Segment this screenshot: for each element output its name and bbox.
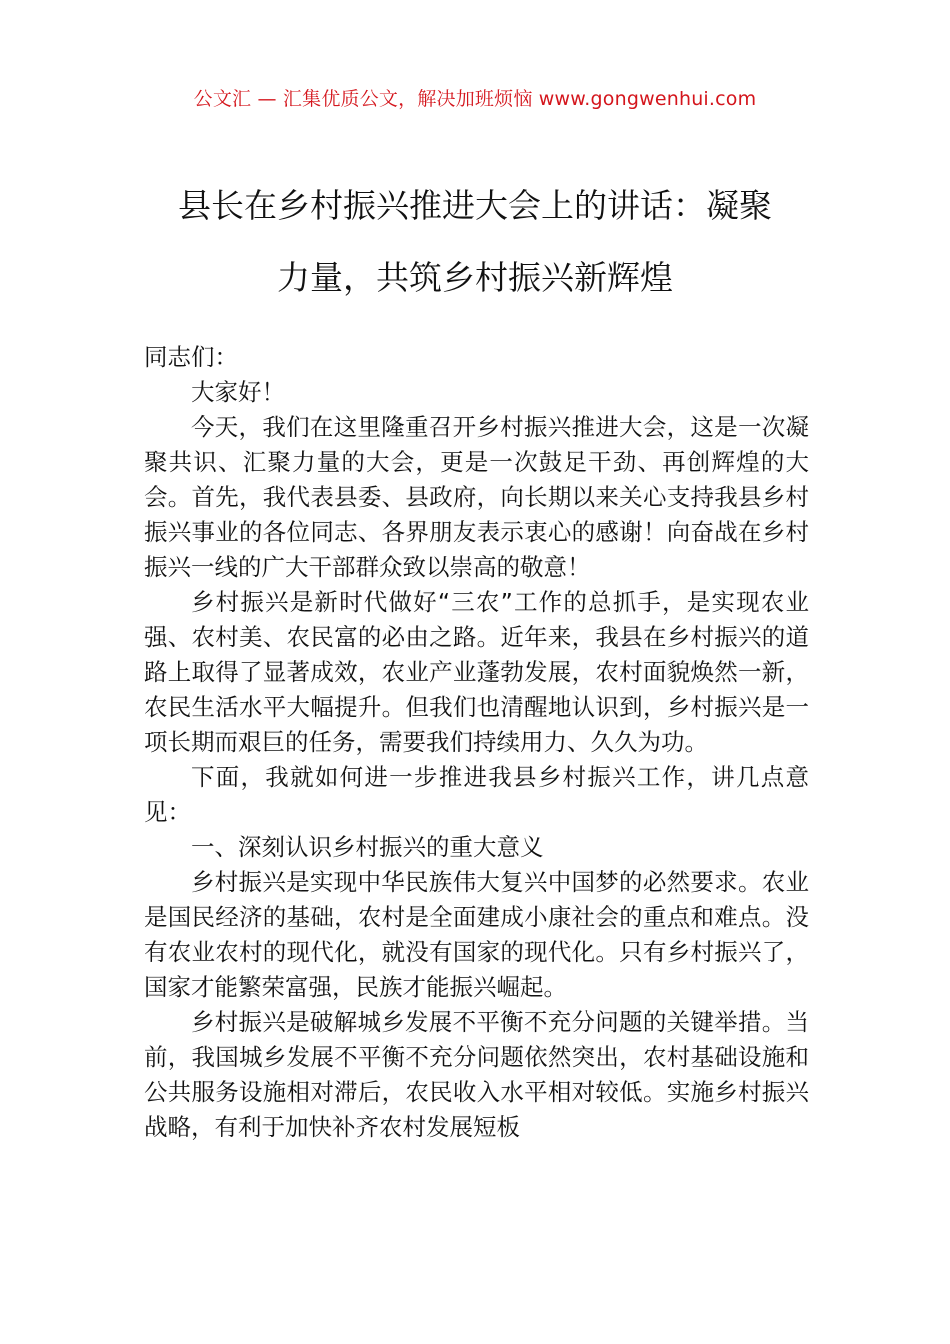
document-title (110, 170, 840, 314)
paragraph: 乡村振兴是破解城乡发展不平衡不充分问题的关键举措。当前，我国城乡发展不平衡不充分问题依然突出，农村基础设施和公共服务设施相对滞后，农民收入水平相对较低。实施乡村振兴战略，有利于加快补齐农村发展短板 (144, 1008, 809, 1141)
paragraph: 乡村振兴是实现中华民族伟大复兴中国梦的必然要求。农业是国民经济的基础，农村是全面建成小康社会的重点和难点。没有农业农村的现代化，就没有国家的现代化。只有乡村振兴了，国家才能繁荣富强，民族才能振兴崛起。 (144, 868, 809, 1001)
salutation: 同志们： (144, 343, 238, 371)
section-heading: 一、深刻认识乡村振兴的重大意义 (191, 833, 544, 861)
title-line-2: 力量，共筑乡村振兴新辉煌 (277, 258, 673, 297)
site-banner: 公文汇 — 汇集优质公文，解决加班烦恼 www.gongwenhui.com (193, 88, 757, 110)
document-body (144, 340, 809, 1145)
paragraph: 今天，我们在这里隆重召开乡村振兴推进大会，这是一次凝聚共识、汇聚力量的大会，更是一次鼓足干劲、再创辉煌的大会。首先，我代表县委、县政府，向长期以来关心支持我县乡村振兴事业的各位同志、各界朋友表示衷心的感谢！向奋战在乡村振兴一线的广大干部群众致以崇高的敬意！ (144, 413, 809, 581)
paragraph: 下面，我就如何进一步推进我县乡村振兴工作，讲几点意见： (144, 763, 809, 826)
greeting-paragraph: 大家好！ (191, 378, 285, 406)
paragraph: 乡村振兴是新时代做好“三农”工作的总抓手，是实现农业强、农村美、农民富的必由之路。近年来，我县在乡村振兴的道路上取得了显著成效，农业产业蓬勃发展，农村面貌焕然一新，农民生活水平大幅提升。但我们也清醒地认识到，乡村振兴是一项长期而艰巨的任务，需要我们持续用力、久久为功。 (144, 588, 809, 756)
title-line-1: 县长在乡村振兴推进大会上的讲话：凝聚 (178, 186, 772, 225)
